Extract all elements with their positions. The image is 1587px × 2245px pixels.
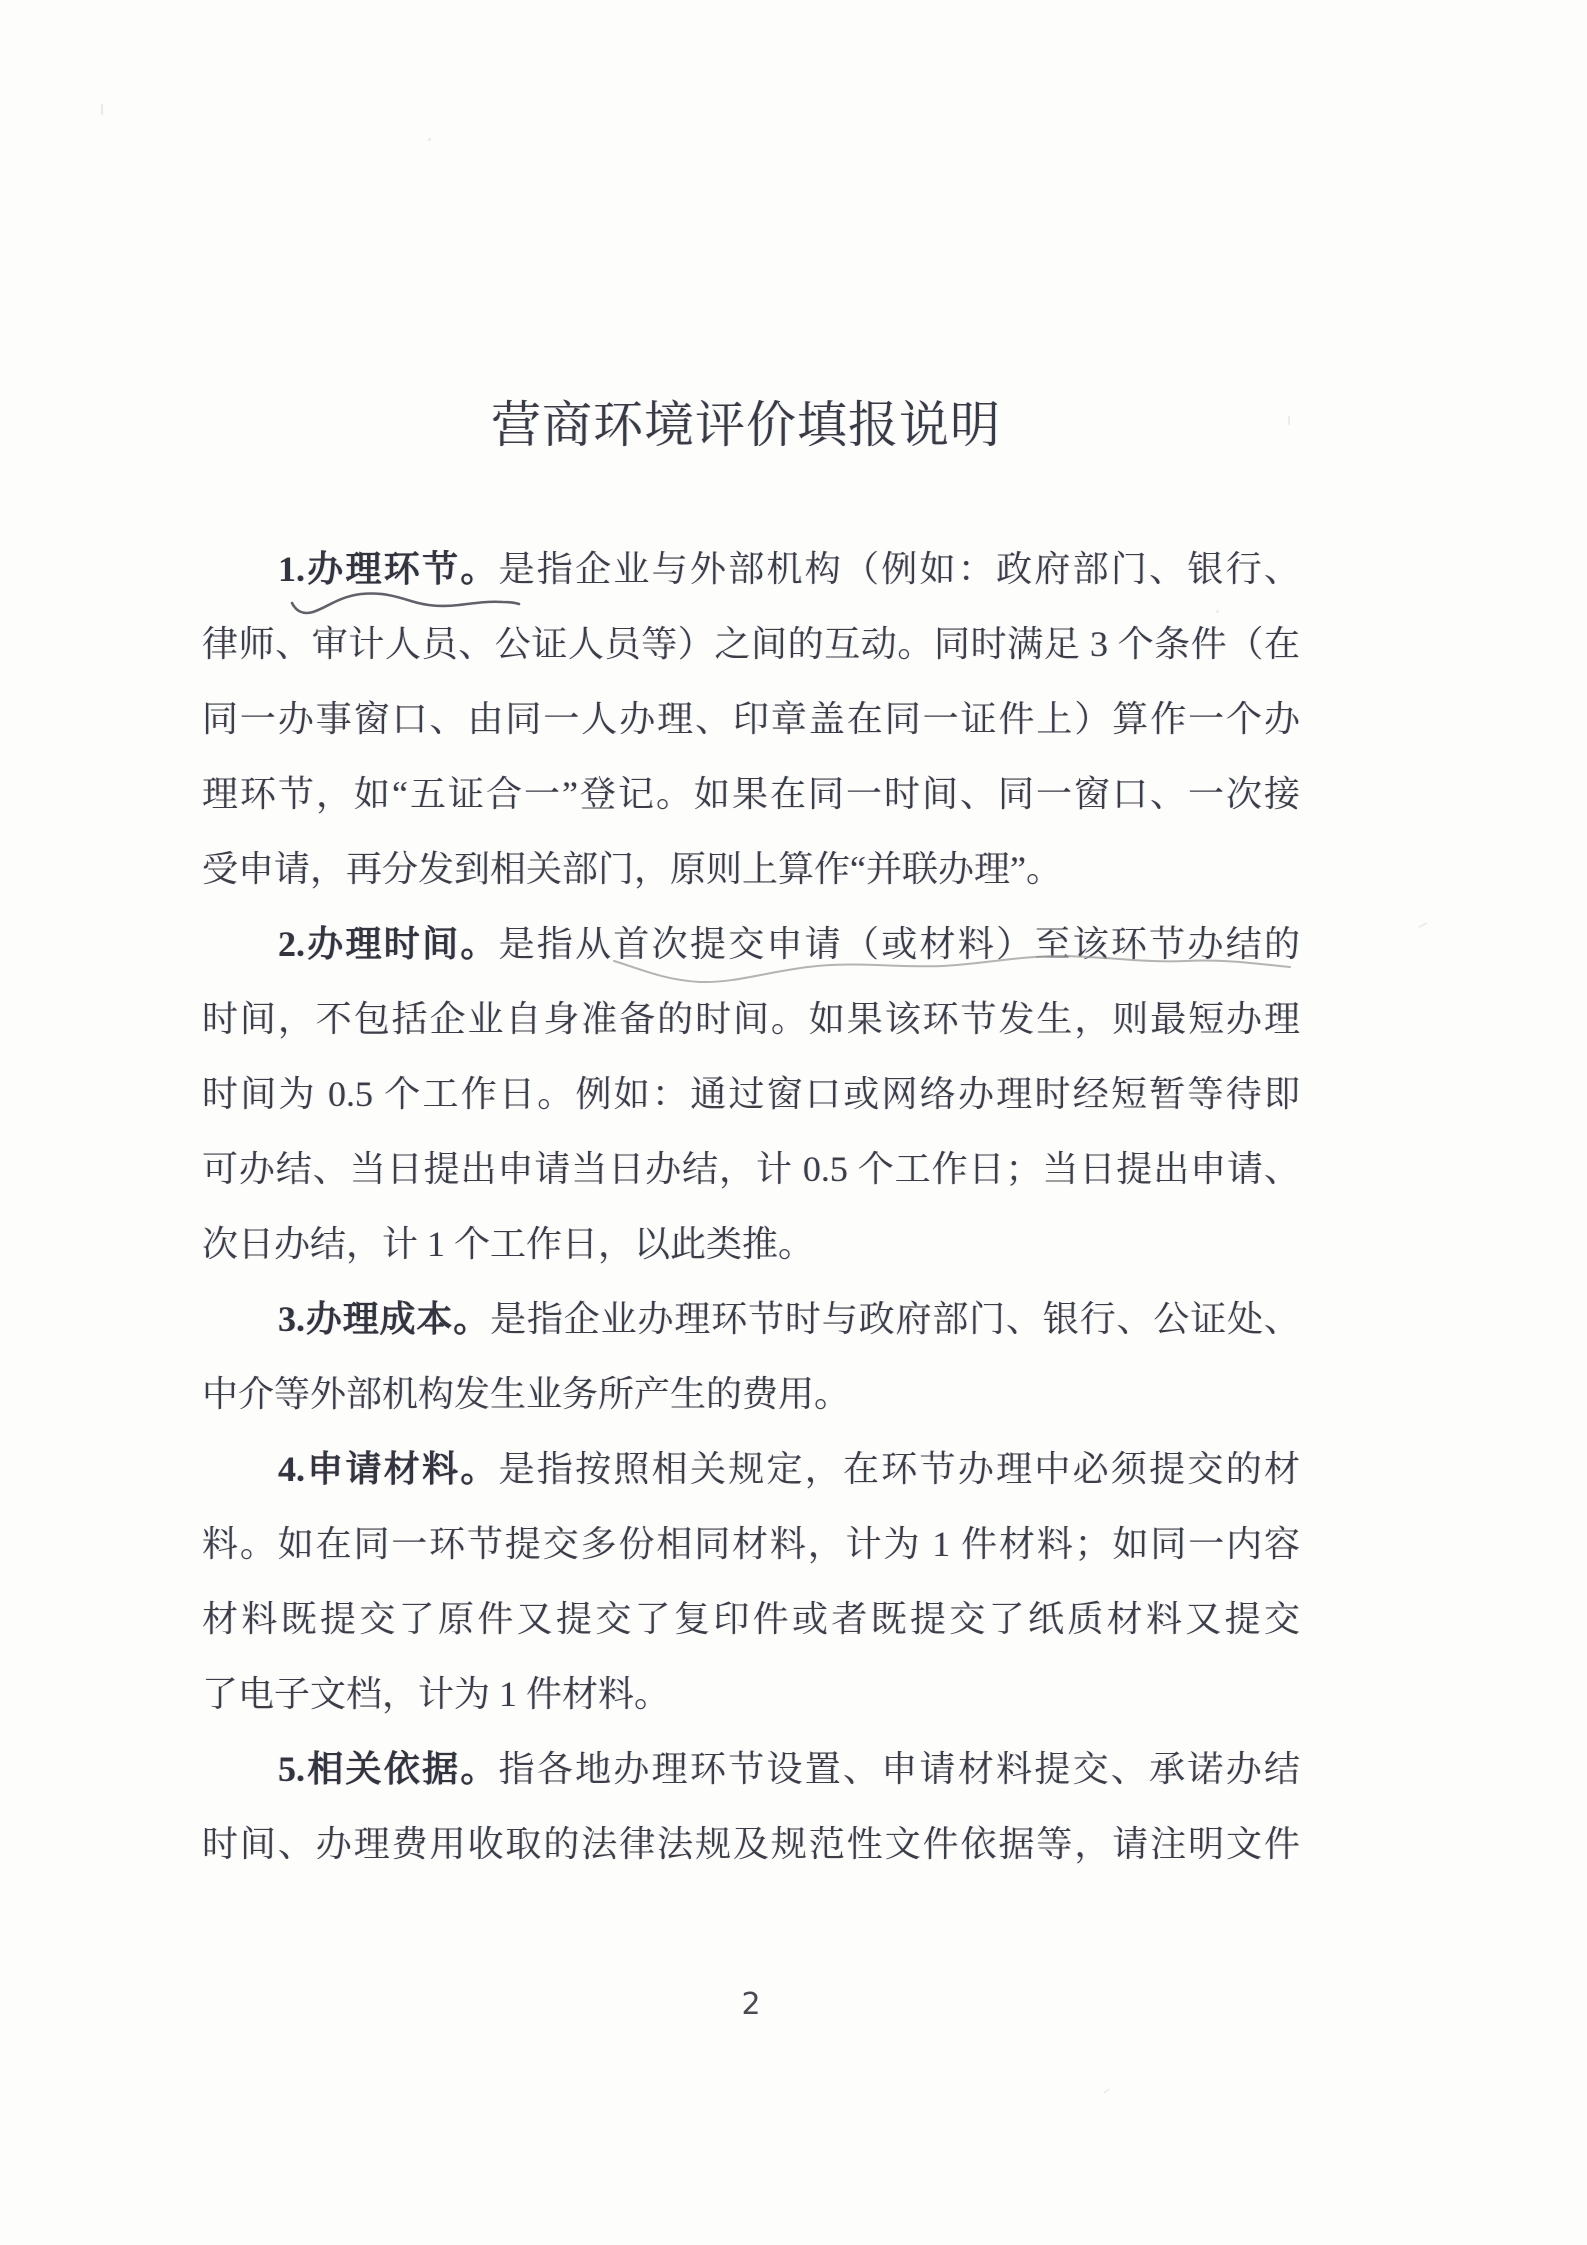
line-text: 指各地办理环节设置、申请材料提交、承诺办结 [498, 1749, 1300, 1789]
page-number: 2 [741, 1987, 761, 2022]
line-text: 时间，不包括企业自身准备的时间。如果该环节发生，则最短办理 [202, 999, 1300, 1039]
text-line [202, 1732, 1300, 1807]
line-text: 律师、审计人员、公证人员等）之间的互动。同时满足 3 个条件（在 [202, 624, 1300, 664]
text-line [202, 1207, 1300, 1282]
scan-speck [101, 104, 103, 115]
text-line [202, 1057, 1300, 1132]
term-label: 5.相关依据。 [278, 1749, 499, 1789]
line-text: 理环节，如“五证合一”登记。如果在同一时间、同一窗口、一次接 [202, 774, 1300, 814]
text-line [202, 1507, 1300, 1582]
text-line [202, 757, 1300, 832]
page-title: 营商环境评价填报说明 [491, 397, 1001, 453]
term-label: 1.办理环节。 [278, 549, 499, 589]
text-line [202, 1282, 1300, 1357]
line-text: 了电子文档，计为 1 件材料。 [202, 1674, 671, 1714]
line-text: 次日办结，计 1 个工作日，以此类推。 [202, 1224, 815, 1264]
text-line [202, 1582, 1300, 1657]
term-label: 4.申请材料。 [278, 1449, 499, 1489]
line-text: 材料既提交了原件又提交了复印件或者既提交了纸质材料又提交 [202, 1599, 1300, 1639]
scan-speck [428, 138, 431, 141]
text-line [202, 1357, 1300, 1432]
body-lines [202, 532, 1300, 1882]
text-line [202, 982, 1300, 1057]
text-line [202, 607, 1300, 682]
scan-speck [1418, 922, 1428, 928]
scan-speck [1103, 2088, 1110, 2094]
line-text: 时间、办理费用收取的法律法规及规范性文件依据等，请注明文件 [202, 1824, 1300, 1864]
line-text: 是指企业办理环节时与政府部门、银行、公证处、 [490, 1299, 1300, 1339]
text-line [202, 532, 1300, 607]
line-text: 是指企业与外部机构（例如：政府部门、银行、 [498, 549, 1300, 589]
term-label: 2.办理时间。 [278, 924, 499, 964]
text-line [202, 832, 1300, 907]
scan-speck [1288, 416, 1290, 425]
text-line [202, 1657, 1300, 1732]
line-text: 可办结、当日提出申请当日办结，计 0.5 个工作日；当日提出申请、 [202, 1149, 1300, 1189]
line-text: 是指按照相关规定，在环节办理中必须提交的材 [498, 1449, 1300, 1489]
line-text: 料。如在同一环节提交多份相同材料，计为 1 件材料；如同一内容 [202, 1524, 1300, 1564]
line-text: 受申请，再分发到相关部门，原则上算作“并联办理”。 [202, 849, 1062, 889]
line-text: 是指从首次提交申请（或材料）至该环节办结的 [498, 924, 1300, 964]
text-line [202, 1132, 1300, 1207]
line-text: 同一办事窗口、由同一人办理、印章盖在同一证件上）算作一个办 [202, 699, 1300, 739]
text-line [202, 907, 1300, 982]
text-line [202, 1807, 1300, 1882]
line-text: 中介等外部机构发生业务所产生的费用。 [202, 1374, 851, 1414]
text-line [202, 1432, 1300, 1507]
term-label: 3.办理成本。 [278, 1299, 491, 1339]
text-line [202, 682, 1300, 757]
line-text: 时间为 0.5 个工作日。例如：通过窗口或网络办理时经短暂等待即 [202, 1074, 1300, 1114]
scan-speck [1216, 610, 1219, 613]
